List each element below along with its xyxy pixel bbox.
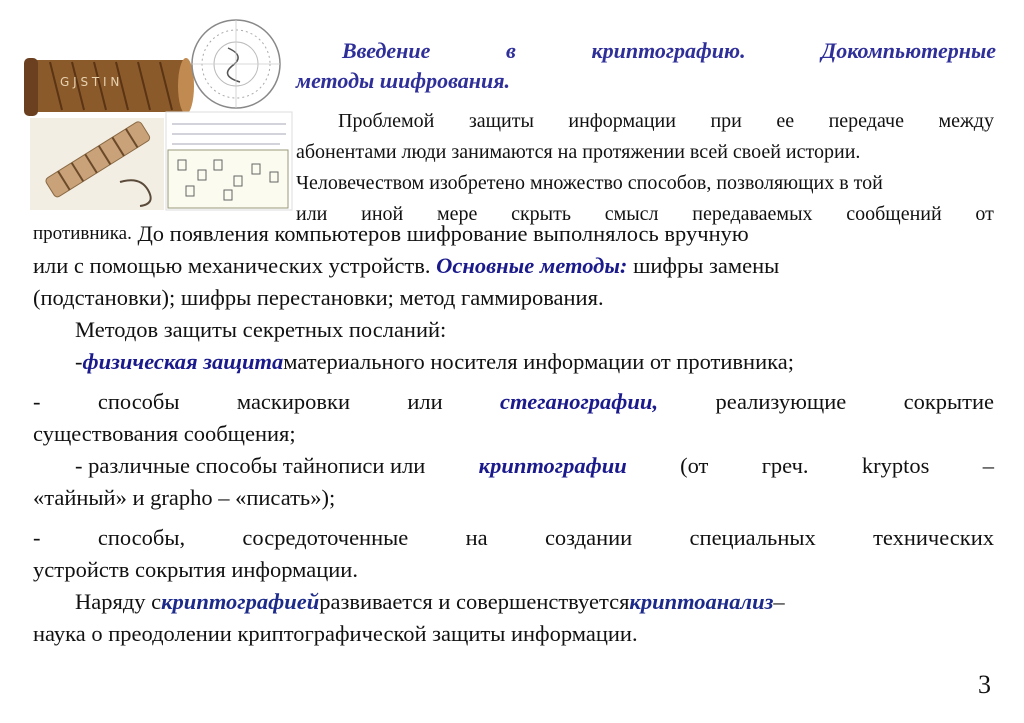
main-line-7: существования сообщения; (33, 421, 296, 446)
word: от (975, 203, 994, 225)
highlight-term: криптографии (478, 453, 627, 478)
word: скрыть (511, 203, 571, 225)
word: kryptos (861, 453, 930, 478)
word: ее (776, 110, 795, 132)
word: передаче (828, 110, 904, 132)
slide-title (296, 36, 996, 96)
highlight-term: криптографией (161, 589, 320, 614)
line-text: - (75, 349, 83, 374)
title-line-1 (296, 36, 996, 66)
main-line-10 (33, 522, 994, 554)
title-word: криптографию. (591, 38, 746, 63)
title-word: Докомпьютерные (821, 38, 996, 63)
word: сосредоточенные (242, 525, 409, 550)
word: или (407, 389, 443, 414)
highlight-term: физическая защита (82, 349, 284, 374)
line-text: шифры замены (633, 253, 780, 278)
intro-line-2 (296, 137, 994, 168)
word: реализующие (715, 389, 847, 414)
highlight-term: стеганографии, (500, 389, 659, 414)
intro-paragraph (296, 106, 994, 230)
line-text: абонентами люди занимаются на протяжении всей своей истории. (296, 141, 861, 163)
word: мере (436, 203, 478, 225)
highlight-term: криптоанализ (629, 589, 774, 614)
word: иной (361, 203, 404, 225)
line-text: противника. (33, 223, 132, 244)
belt-scytale-image (30, 118, 164, 210)
word: смысл (604, 203, 659, 225)
highlight-term: Основные методы: (436, 253, 628, 278)
word: маскировки (236, 389, 350, 414)
line-text: Наряду с (75, 589, 162, 614)
word: защиты (468, 110, 534, 132)
word: между (938, 110, 994, 132)
svg-text:G J S T I N: G J S T I N (60, 75, 120, 89)
title-word: Введение (342, 38, 431, 63)
line-text: развивается и совершенствуется (319, 589, 630, 614)
main-line-5 (33, 346, 994, 378)
main-line-13: наука о преодолении криптографической защиты информации. (33, 621, 638, 646)
line-text: материального носителя информации от противника; (283, 349, 794, 374)
scytale-image (24, 58, 194, 116)
line-text: или с помощью механических устройств. (33, 253, 431, 278)
line-text: – (773, 589, 785, 614)
word: греч. (761, 453, 809, 478)
word: сокрытие (903, 389, 994, 414)
word: на (465, 525, 488, 550)
word: Проблемой (338, 110, 435, 132)
title-word: в (505, 38, 516, 63)
intro-line-1 (296, 106, 994, 137)
word: - (33, 525, 41, 550)
illustrations (0, 0, 300, 220)
word: - (33, 389, 41, 414)
word: информации (568, 110, 676, 132)
main-line-8 (33, 450, 994, 482)
illustration-svg (0, 0, 300, 215)
word: передаваемых (692, 203, 813, 225)
word: способы (97, 389, 180, 414)
main-text (33, 218, 994, 650)
main-line-11: устройств сокрытия информации. (33, 557, 358, 582)
line-text: Человечеством изобретено множество способов, позволяющих в той (296, 172, 883, 194)
word: специальных (689, 525, 816, 550)
main-line-4: Методов защиты секретных посланий: (75, 317, 447, 342)
word: – (982, 453, 994, 478)
word: (от (680, 453, 709, 478)
main-line-2 (33, 250, 994, 282)
title-line-2: методы шифрования. (296, 68, 511, 93)
main-line-12 (33, 586, 994, 618)
cipher-disk-image (192, 20, 280, 108)
main-line-9: «тайный» и grapho – «писать»); (33, 485, 336, 510)
line-text: До появления компьютеров шифрование выполнялось вручную (137, 221, 749, 246)
intro-line-3 (296, 168, 994, 199)
word: создании (544, 525, 633, 550)
handwritten-note-image (166, 112, 292, 210)
page-number: 3 (978, 670, 991, 699)
main-line-6 (33, 386, 994, 418)
main-line-3: (подстановки); шифры перестановки; метод гаммирования. (33, 285, 604, 310)
word: сообщений (846, 203, 942, 225)
word: или (296, 203, 328, 225)
word: способы, (97, 525, 186, 550)
word: технических (873, 525, 994, 550)
word: при (710, 110, 742, 132)
main-line-1 (33, 218, 994, 250)
line-text: - различные способы тайнописи или (75, 453, 426, 478)
